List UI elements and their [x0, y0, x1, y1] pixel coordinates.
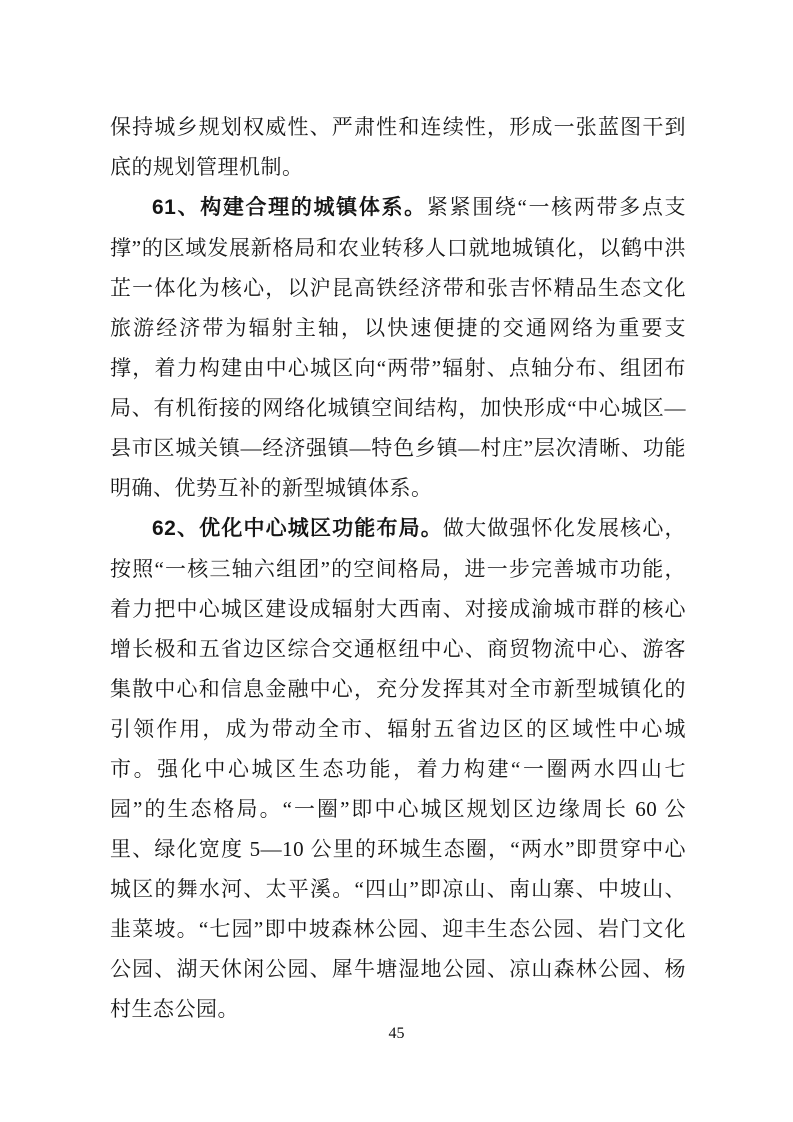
paragraph-section-61	[110, 187, 686, 508]
paragraph-text: 做大做强怀化发展核心，按照“一核三轴六组团”的空间格局，进一步完善城市功能，着力把中心城区建设成辐射大西南、对接成渝城市群的核心增长极和五省边区综合交通枢纽中心、商贸物流中心、游客集散中心和信息金融中心，充分发挥其对全市新型城镇化的引领作用，成为带动全市、辐射五省边区的区域性中心城市。强化中心城区生态功能，着力构建“一圈两水四山七园”的生态格局。“一圈”即中心城区规划区边缘周长 60 公里、绿化宽度 5—10 公里的环城生态圈，“两水”即贯穿中心城区的舞水河、太平溪。“四山”即凉山、南山寨、中坡山、韭菜坡。“七园”即中坡森林公园、迎丰生态公园、岩门文化公园、湖天休闲公园、犀牛塘湿地公园、凉山森林公园、杨村生态公园。	[110, 516, 687, 1021]
section-61-heading: 61、构建合理的城镇体系。	[152, 196, 427, 219]
page-number: 45	[388, 1025, 405, 1042]
section-62-heading: 62、优化中心城区功能布局。	[152, 517, 443, 540]
paragraph-continuation	[110, 107, 686, 187]
paragraph-text: 紧紧围绕“一核两带多点支撑”的区域发展新格局和农业转移人口就地城镇化，以鹤中洪芷一体化为核心，以沪昆高铁经济带和张吉怀精品生态文化旅游经济带为辐射主轴，以快速便捷的交通网络为重要支撑，着力构建由中心城区向“两带”辐射、点轴分布、组团布局、有机衔接的网络化城镇空间结构，加快形成“中心城区—县市区城关镇—经济强镇—特色乡镇—村庄”层次清晰、功能明确、优势互补的新型城镇体系。	[110, 195, 687, 500]
document-body	[110, 107, 686, 1029]
paragraph-text: 保持城乡规划权威性、严肃性和连续性，形成一张蓝图干到底的规划管理机制。	[110, 115, 686, 179]
paragraph-section-62	[110, 508, 686, 1029]
